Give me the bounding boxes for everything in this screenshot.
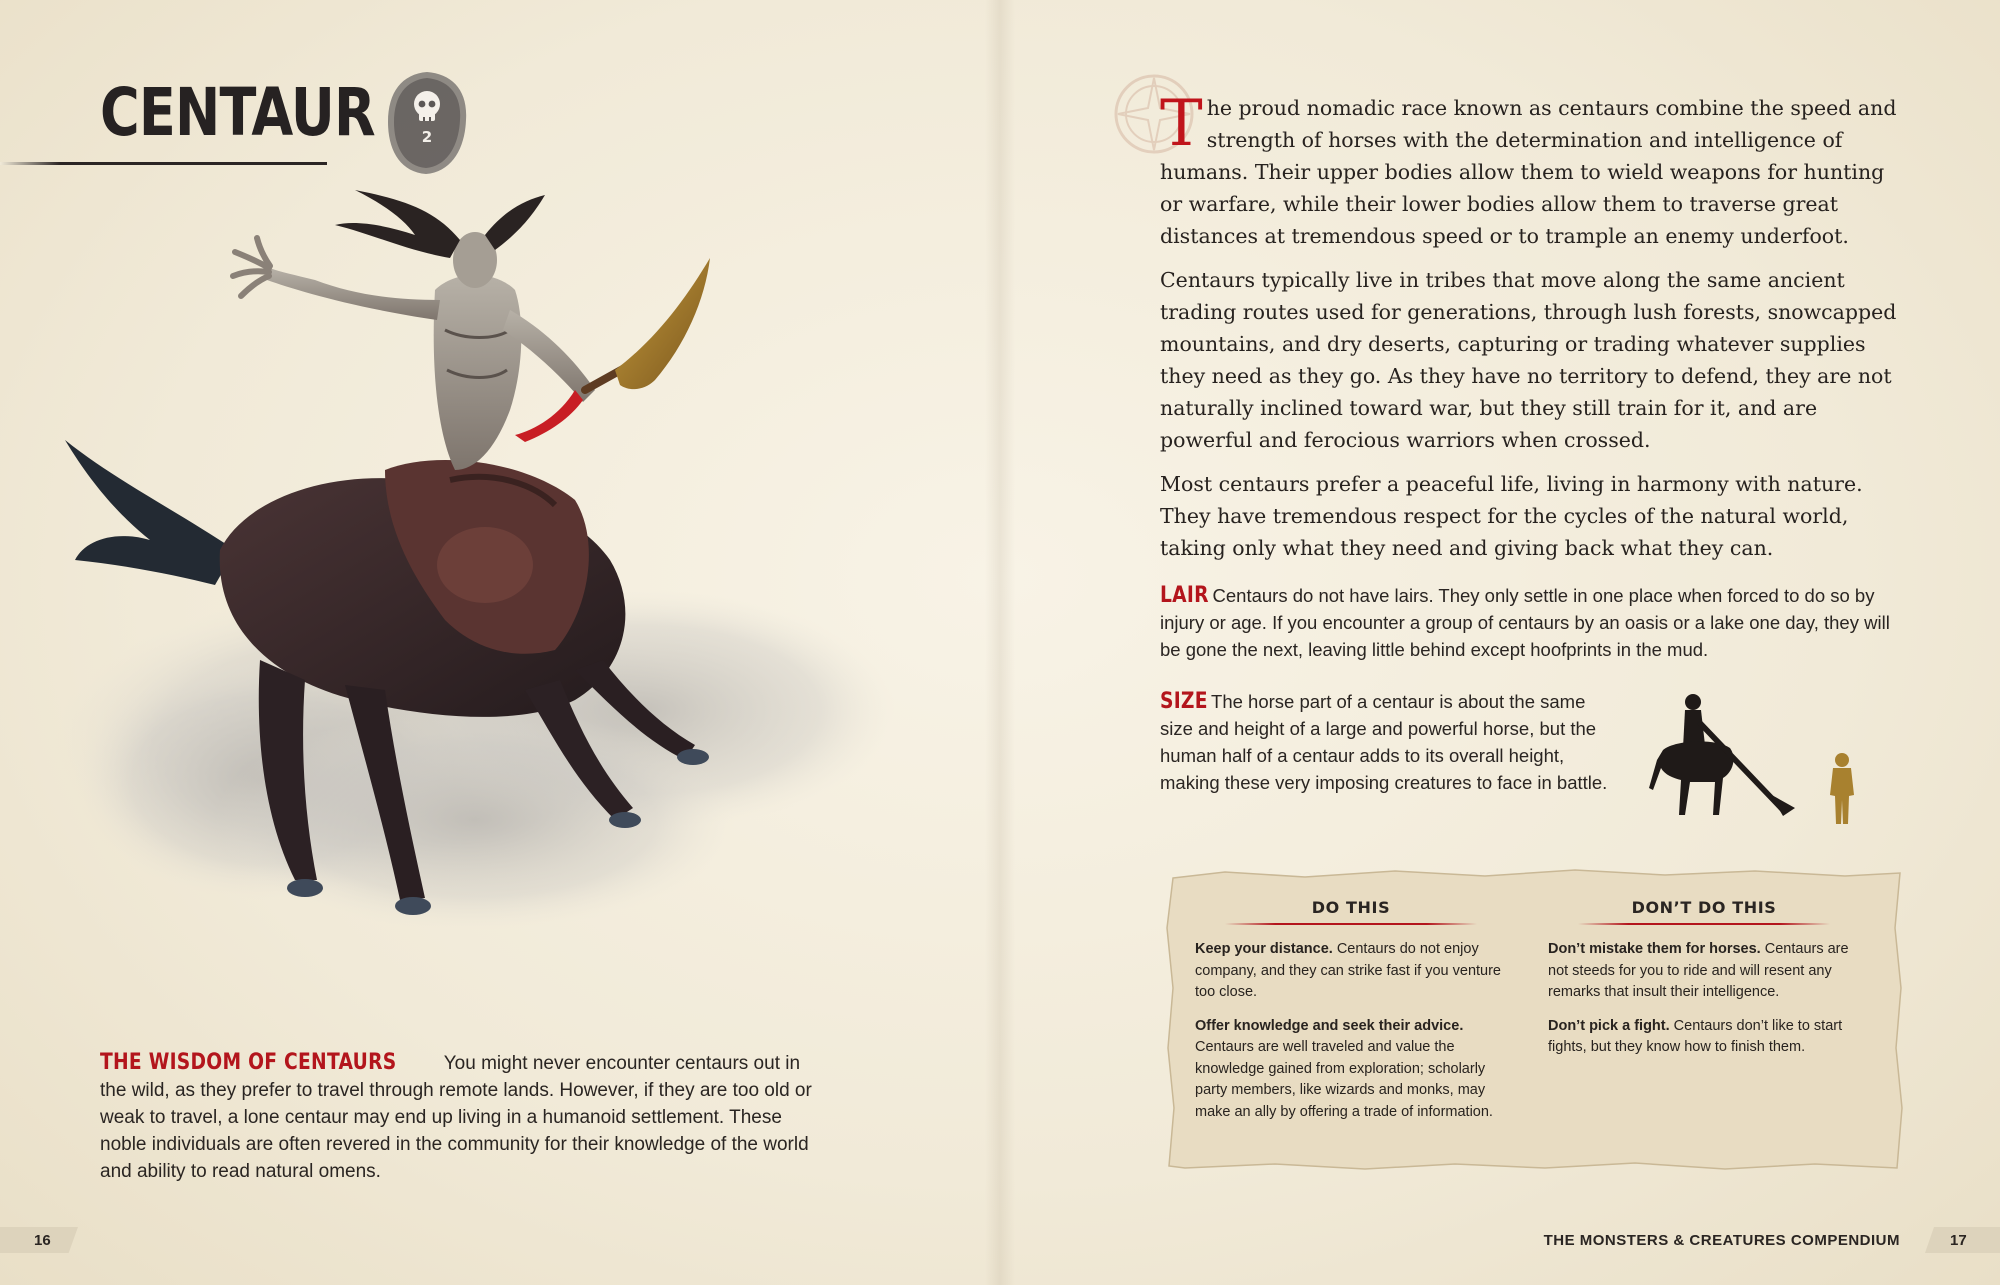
- size-comparison-graphic: [1635, 690, 1885, 830]
- title-underline-fade: [0, 162, 60, 165]
- dont-tip-2: [1548, 1016, 1860, 1059]
- danger-level: 2: [421, 128, 433, 146]
- dont-tip-2-lead: Don’t pick a fight.: [1548, 1017, 1670, 1034]
- page-title: CENTAUR: [100, 74, 375, 151]
- wisdom-sidebar: [100, 1049, 830, 1185]
- dont-do-this-column: [1548, 898, 1860, 1071]
- dont-tip-1-lead: Don’t mistake them for horses.: [1548, 941, 1761, 957]
- do-tip-2: [1195, 1016, 1507, 1124]
- centaur-silhouette-icon: [1649, 694, 1795, 816]
- size-heading: SIZE: [1160, 689, 1208, 714]
- do-tip-2-text: Centaurs are well traveled and value the knowledge gained from exploration; scholarly party members, like wizards and monks, may make an ally by offering a trade of information.: [1195, 1039, 1493, 1120]
- dont-tip-2-text: Centaurs don’t like to start fights, but they know how to finish them.: [1548, 1017, 1843, 1055]
- tribes-paragraph: Centaurs typically live in tribes that move along the same ancient trading routes used for generations, through lush forests, snowcapped mountains, and dry deserts, capturing or trading whatever supplies they need as they go. As they have no territory to defend, they are not naturally inclined toward war, but they still train for it, and are powerful and ferocious warriors when crossed.: [1160, 268, 1897, 452]
- human-silhouette-icon: [1830, 753, 1854, 824]
- intro-paragraph: [1160, 87, 1900, 252]
- dont-tip-1: [1548, 939, 1860, 1004]
- do-dont-box: [1165, 868, 1905, 1173]
- danger-badge: [382, 68, 472, 178]
- centaur-illustration: [55, 180, 935, 1030]
- running-title: THE MONSTERS & CREATURES COMPENDIUM: [1543, 1232, 1900, 1249]
- size-section: [1160, 688, 1620, 796]
- dont-do-this-heading: DON’T DO THIS: [1631, 898, 1777, 917]
- wisdom-text: You might never encounter centaurs out in the wild, as they prefer to travel through remote lands. However, if they are too old or weak to travel, a lone centaur may end up living in a humanoid settlement. These noble individuals are often revered in the community for their knowledge of the world and ability to read natural omens.: [100, 1053, 812, 1182]
- do-this-column: [1195, 898, 1507, 1135]
- drop-cap: T: [1160, 87, 1203, 161]
- do-tip-1-lead: Keep your distance.: [1195, 941, 1333, 957]
- do-tip-2-lead: Offer knowledge and seek their advice.: [1195, 1017, 1464, 1034]
- do-tip-1: [1195, 939, 1507, 1004]
- do-this-rule: [1225, 923, 1477, 925]
- page-number-right: 17: [1950, 1232, 1967, 1249]
- do-this-heading: DO THIS: [1311, 898, 1391, 917]
- intro-text: he proud nomadic race known as centaurs combine the speed and strength of horses with the determination and intelligence of humans. Their upper bodies allow them to wield weapons for hunting or warfare, while their lower bodies allow them to traverse great distances at tremendous speed or to trample an enemy underfoot.: [1160, 96, 1897, 248]
- page-number-left: 16: [34, 1232, 51, 1249]
- do-tip-1-text: Centaurs do not enjoy company, and they can strike fast if you venture too close.: [1195, 941, 1502, 1000]
- wisdom-heading: THE WISDOM OF CENTAURS: [100, 1050, 397, 1075]
- size-text: The horse part of a centaur is about the same size and height of a large and powerful horse, but the human half of a centaur adds to its overall height, making these very imposing creatures to face in battle.: [1160, 691, 1608, 793]
- lair-heading: LAIR: [1160, 583, 1209, 608]
- lair-section: [1160, 582, 1900, 663]
- page-gutter: [985, 0, 1015, 1285]
- peaceful-paragraph: Most centaurs prefer a peaceful life, living in harmony with nature. They have tremendous respect for the cycles of the natural world, taking only what they need and giving back what they can.: [1160, 472, 1863, 560]
- dont-tip-1-text: Centaurs are not steeds for you to ride and will resent any remarks that insult their intelligence.: [1548, 941, 1849, 1000]
- dont-do-this-rule: [1578, 923, 1830, 925]
- lair-text: Centaurs do not have lairs. They only settle in one place when forced to do so by injury or age. If you encounter a group of centaurs by an oasis or a lake one day, they will be gone the next, leaving little behind except hoofprints in the mud.: [1160, 585, 1890, 660]
